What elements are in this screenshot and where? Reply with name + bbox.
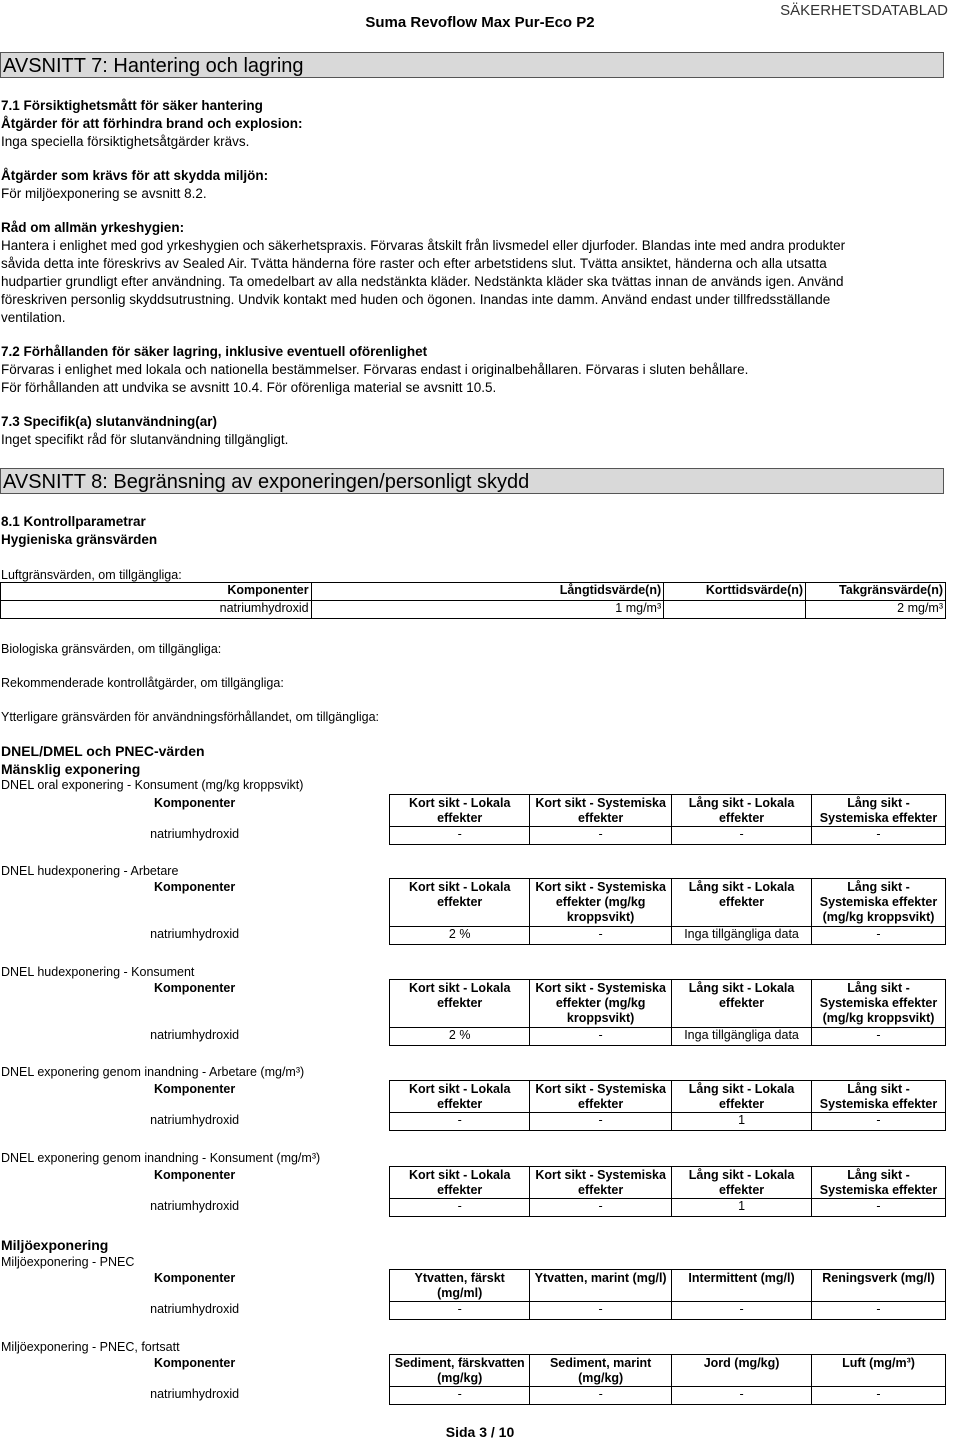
cell-value: -	[530, 1199, 672, 1217]
table-header-row	[0, 980, 946, 1028]
cell-component: natriumhydroxid	[150, 1027, 240, 1042]
table-row	[0, 1387, 946, 1405]
cell-value: -	[390, 827, 530, 845]
cell-value: 2 %	[390, 1028, 530, 1046]
table-header-row	[0, 1081, 946, 1113]
dnel-table-1	[0, 878, 946, 945]
text-environment: För miljöexponering se avsnitt 8.2.	[1, 186, 207, 201]
cell-value: -	[390, 1199, 530, 1217]
table-row	[0, 1199, 946, 1217]
cell-value: -	[672, 1302, 812, 1320]
extra-limits-label: Ytterligare gränsvärden för användningsförhållandet, om tillgängliga:	[1, 710, 380, 724]
cell-value: -	[812, 927, 946, 945]
section-8-title: AVSNITT 8: Begränsning av exponeringen/personligt skydd	[0, 468, 944, 494]
col-komponenter: Komponenter	[154, 1081, 236, 1096]
dnel-table-3	[0, 1080, 946, 1131]
table-row	[0, 1113, 946, 1131]
bio-limits-label: Biologiska gränsvärden, om tillgängliga:	[1, 642, 222, 656]
text-7-2-0: Förvaras i enlighet med lokala och nationella bestämmelser. Förvaras endast i originalbehållaren. Förvaras i sluten behållare.	[1, 362, 749, 377]
heading-environment: Åtgärder som krävs för att skydda miljön:	[1, 168, 269, 183]
col-long-local: Lång sikt - Lokala effekter	[672, 879, 812, 927]
cell-value: -	[672, 827, 812, 845]
col-komponenter: Komponenter	[154, 795, 236, 810]
cell-component: natriumhydroxid	[1, 601, 312, 619]
heading-7-3: 7.3 Specifik(a) slutanvändning(ar)	[1, 414, 218, 429]
cell-short-term	[664, 601, 806, 619]
heading-7-2: 7.2 Förhållanden för säker lagring, inklusive eventuell oförenlighet	[1, 344, 428, 359]
table-header-row	[0, 1270, 946, 1302]
cell-value: -	[390, 1113, 530, 1131]
col-long-local: Lång sikt - Lokala effekter	[672, 980, 812, 1028]
col-marine: Ytvatten, marint (mg/l)	[530, 1270, 672, 1302]
col-long-systemic: Lång sikt - Systemiska effekter	[812, 1167, 946, 1199]
col-short-local: Kort sikt - Lokala effekter	[390, 1081, 530, 1113]
cell-value: 1	[672, 1199, 812, 1217]
col-short-systemic: Kort sikt - Systemiska effekter	[530, 795, 672, 827]
cell-ceiling: 2 mg/m³	[806, 601, 946, 619]
col-short-local: Kort sikt - Lokala effekter	[390, 980, 530, 1028]
text-hygiene-0: Hantera i enlighet med god yrkeshygien och säkerhetspraxis. Förvaras åtskilt från livsmedel eller djurfoder. Blandas inte med andra produkter	[1, 238, 846, 253]
col-short-systemic: Kort sikt - Systemiska effekter (mg/kg kroppsvikt)	[530, 879, 672, 927]
control-measures-label: Rekommenderade kontrollåtgärder, om tillgängliga:	[1, 676, 284, 690]
section-7-1	[1, 97, 949, 449]
cell-component: natriumhydroxid	[150, 1198, 240, 1213]
table-row	[0, 927, 946, 945]
air-limits-table	[0, 582, 946, 619]
cell-component: natriumhydroxid	[150, 1386, 240, 1401]
dnel-label-1: DNEL hudexponering - Arbetare	[1, 864, 179, 878]
document-type: SÄKERHETSDATABLAD	[780, 2, 948, 19]
col-long-local: Lång sikt - Lokala effekter	[672, 795, 812, 827]
table-row	[0, 827, 946, 845]
pnec-table-0	[0, 1269, 946, 1320]
col-long-local: Lång sikt - Lokala effekter	[672, 1081, 812, 1113]
col-long-systemic: Lång sikt - Systemiska effekter	[812, 795, 946, 827]
col-komponenter: Komponenter	[153, 980, 236, 995]
dnel-label-0: DNEL oral exponering - Konsument (mg/kg kroppsvikt)	[1, 778, 304, 792]
cell-value: -	[812, 1387, 946, 1405]
text-fire: Inga speciella försiktighetsåtgärder krävs.	[1, 134, 250, 149]
page-number: Sida 3 / 10	[445, 1424, 515, 1440]
dnel-block	[1, 742, 949, 778]
table-header-row	[0, 795, 946, 827]
col-komponenter: Komponenter	[153, 1270, 236, 1285]
cell-long-term: 1 mg/m³	[311, 601, 664, 619]
text-hygiene-1: såvida detta inte föreskrivs av Sealed Air. Tvätta händerna före raster och efter arbetstidens slut. Tvätta ansiktet, händerna och alla utsatta	[1, 256, 827, 271]
col-intermittent: Intermittent (mg/l)	[672, 1270, 812, 1302]
col-long-systemic: Lång sikt - Systemiska effekter (mg/kg kroppsvikt)	[812, 879, 946, 927]
section-8-1	[1, 513, 949, 549]
heading-8-1: 8.1 Kontrollparametrar	[1, 514, 146, 529]
heading-hygiene: Råd om allmän yrkeshygien:	[1, 220, 185, 235]
col-short-term: Korttidsvärde(n)	[664, 583, 806, 601]
text-hygiene-3: föreskriven personlig skyddsutrustning. Undvik kontakt med huden och ögonen. Inandas inte damm. Använd endast under tillfredsställande	[1, 292, 831, 307]
table-header-row	[0, 1355, 946, 1387]
cell-value: -	[812, 827, 946, 845]
heading-hygienic-limits: Hygieniska gränsvärden	[1, 532, 158, 547]
pnec-table-1	[0, 1354, 946, 1405]
heading-7-1: 7.1 Försiktighetsmått för säker hantering	[1, 98, 263, 113]
col-komponenter: Komponenter	[1, 583, 312, 601]
dnel-table-2	[0, 979, 946, 1046]
env-exposure-block	[1, 1236, 949, 1254]
pnec-label-0: Miljöexponering - PNEC	[1, 1255, 135, 1269]
col-komponenter: Komponenter	[154, 1167, 236, 1182]
air-limits-label: Luftgränsvärden, om tillgängliga:	[1, 568, 182, 582]
cell-value: 1	[672, 1113, 812, 1131]
cell-value: -	[530, 827, 672, 845]
col-short-systemic: Kort sikt - Systemiska effekter (mg/kg kroppsvikt)	[530, 980, 672, 1028]
cell-component: natriumhydroxid	[150, 926, 240, 941]
col-long-local: Lång sikt - Lokala effekter	[672, 1167, 812, 1199]
section-7-title: AVSNITT 7: Hantering och lagring	[0, 52, 944, 78]
human-exposure-title: Mänsklig exponering	[1, 761, 141, 777]
table-header-row	[0, 1167, 946, 1199]
col-short-local: Kort sikt - Lokala effekter	[390, 795, 530, 827]
cell-value: -	[672, 1387, 812, 1405]
dnel-label-3: DNEL exponering genom inandning - Arbetare (mg/m³)	[1, 1065, 305, 1079]
cell-value: -	[530, 1387, 672, 1405]
text-7-2-1: För förhållanden att undvika se avsnitt 10.4. För oförenliga material se avsnitt 10.5.	[1, 380, 497, 395]
col-komponenter: Komponenter	[154, 1355, 236, 1370]
col-sediment-fresh: Sediment, färskvatten (mg/kg)	[390, 1355, 530, 1387]
cell-component: natriumhydroxid	[150, 1301, 240, 1316]
table-row	[0, 1302, 946, 1320]
cell-value: -	[390, 1387, 530, 1405]
dnel-table-0	[0, 794, 946, 845]
cell-value: -	[812, 1113, 946, 1131]
cell-value: -	[530, 1302, 672, 1320]
env-exposure-title: Miljöexponering	[1, 1237, 109, 1253]
page-header	[0, 2, 960, 34]
cell-value: Inga tillgängliga data	[672, 1028, 812, 1046]
col-sewage-plant: Reningsverk (mg/l)	[812, 1270, 946, 1302]
cell-value: -	[530, 1028, 672, 1046]
col-long-systemic: Lång sikt - Systemiska effekter	[812, 1081, 946, 1113]
cell-value: -	[812, 1028, 946, 1046]
cell-value: -	[390, 1302, 530, 1320]
cell-component: natriumhydroxid	[150, 1112, 240, 1127]
cell-value: -	[812, 1199, 946, 1217]
col-long-term: Långtidsvärde(n)	[311, 583, 664, 601]
cell-value: 2 %	[390, 927, 530, 945]
col-long-systemic: Lång sikt - Systemiska effekter (mg/kg kroppsvikt)	[812, 980, 946, 1028]
table-header-row	[0, 879, 946, 927]
cell-value: Inga tillgängliga data	[672, 927, 812, 945]
cell-value: -	[530, 927, 672, 945]
cell-component: natriumhydroxid	[150, 826, 240, 841]
heading-fire: Åtgärder för att förhindra brand och explosion:	[1, 116, 303, 131]
col-short-local: Kort sikt - Lokala effekter	[390, 1167, 530, 1199]
col-freshwater: Ytvatten, färskt (mg/ml)	[390, 1270, 530, 1302]
table-header-row	[1, 583, 946, 601]
col-ceiling: Takgränsvärde(n)	[806, 583, 946, 601]
dnel-label-2: DNEL hudexponering - Konsument	[1, 965, 195, 979]
table-row	[0, 1028, 946, 1046]
pnec-label-1: Miljöexponering - PNEC, fortsatt	[1, 1340, 180, 1354]
table-row	[1, 601, 946, 619]
dnel-table-4	[0, 1166, 946, 1217]
col-short-local: Kort sikt - Lokala effekter	[390, 879, 530, 927]
col-soil: Jord (mg/kg)	[672, 1355, 812, 1387]
text-7-3: Inget specifikt råd för slutanvändning tillgängligt.	[1, 432, 289, 447]
text-hygiene-2: hudpartier grundligt efter användning. Ta omedelbart av alla nedstänkta kläder. Nedstänkta kläder ska tvättas innan de används igen. Använd	[1, 274, 844, 289]
col-short-systemic: Kort sikt - Systemiska effekter	[530, 1081, 672, 1113]
col-komponenter: Komponenter	[153, 879, 236, 894]
col-short-systemic: Kort sikt - Systemiska effekter	[530, 1167, 672, 1199]
product-name: Suma Revoflow Max Pur-Eco P2	[365, 14, 595, 31]
cell-value: -	[530, 1113, 672, 1131]
dnel-title: DNEL/DMEL och PNEC-värden	[1, 743, 205, 759]
col-air: Luft (mg/m³)	[812, 1355, 946, 1387]
dnel-label-4: DNEL exponering genom inandning - Konsument (mg/m³)	[1, 1151, 321, 1165]
cell-value: -	[812, 1302, 946, 1320]
text-hygiene-4: ventilation.	[1, 310, 66, 325]
col-sediment-marine: Sediment, marint (mg/kg)	[530, 1355, 672, 1387]
